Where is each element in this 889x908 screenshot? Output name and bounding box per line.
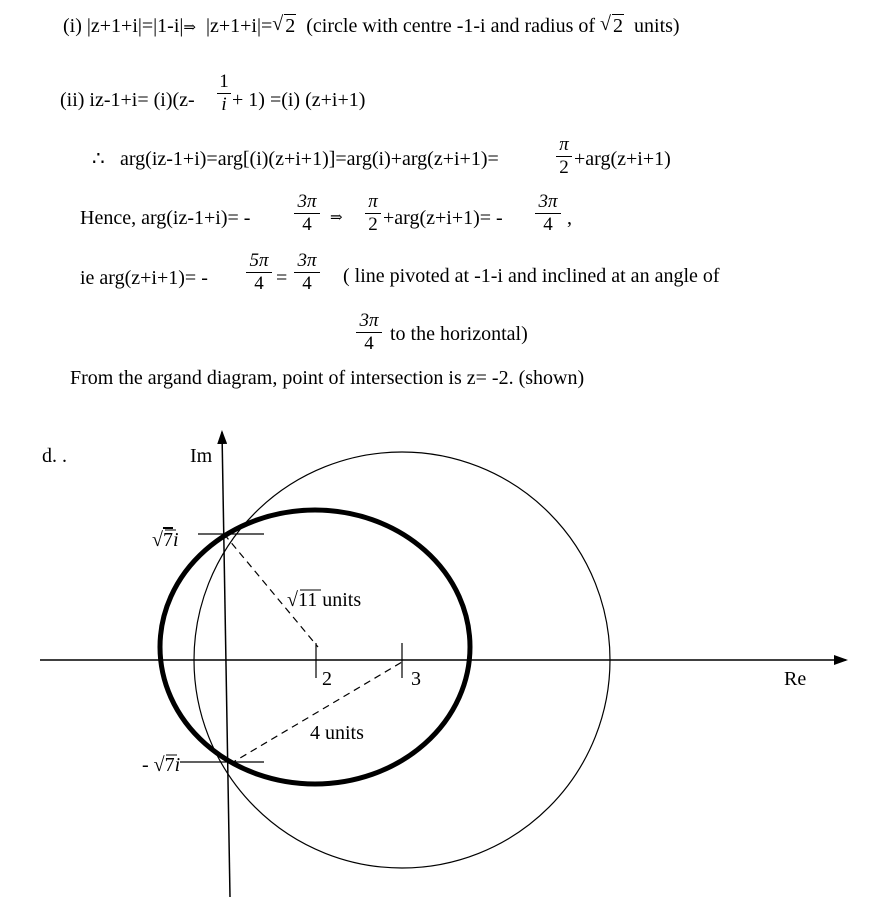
part-ii-line4-b: ( line pivoted at -1-i and inclined at an angle of — [343, 265, 720, 287]
part-i-prefix: (i) |z+1+i|=|1-i| — [63, 15, 184, 37]
therefore-symbol: ∴ — [92, 148, 105, 170]
label-4-units: 4 units — [310, 722, 364, 744]
part-ii-line2-b: +arg(z+i+1) — [574, 148, 671, 170]
tick-3-label: 3 — [411, 668, 421, 690]
part-i-middle: |z+1+i|= — [205, 15, 273, 37]
part-ii-line2-frac: π 2 — [556, 135, 572, 178]
part-ii-line1-a: (ii) iz-1+i= (i)(z- — [60, 89, 195, 111]
axis-im-label: Im — [190, 445, 213, 467]
implies-symbol: ⇒ — [183, 20, 196, 36]
part-i-text-b: units) — [634, 15, 680, 37]
part-ii-line3-frac3: 3π 4 — [535, 192, 561, 235]
part-ii-line1-b: + 1) =(i) (z+i+1) — [232, 89, 366, 111]
conclusion-text: From the argand diagram, point of intersection is z= -2. (shown) — [70, 367, 585, 389]
part-ii-line3-frac1: 3π 4 — [294, 192, 320, 235]
imaginary-axis — [222, 432, 230, 897]
sqrt-2: √ 2 — [272, 13, 296, 37]
part-d-label: d. . — [42, 445, 67, 467]
part-i-text-a: (circle with centre -1-i and radius of — [306, 15, 596, 37]
part-ii-line4-frac2: 3π 4 — [294, 251, 320, 294]
tick-2-label: 2 — [322, 668, 332, 690]
part-ii-line5-b: to the horizontal) — [390, 323, 528, 345]
part-ii-line2-a: arg(iz-1+i)=arg[(i)(z+i+1)]=arg(i)+arg(z+i+1)= — [120, 148, 499, 170]
label-sqrt11-units: √11 units — [287, 589, 362, 611]
part-ii-line5-frac: 3π 4 — [356, 311, 382, 354]
sqrt-2-radius: √ 2 — [600, 13, 624, 37]
part-ii-line4-eq: = — [276, 267, 288, 289]
label-sqrt7i-top: √7i — [152, 529, 179, 551]
implies-symbol: ⇒ — [330, 210, 343, 226]
axis-re-label: Re — [784, 668, 807, 690]
part-ii-line1-frac: 1 i — [217, 72, 231, 115]
part-ii-line3-b: +arg(z+i+1)= - — [383, 207, 503, 229]
part-ii-line3-a: Hence, arg(iz-1+i)= - — [80, 207, 251, 229]
part-ii-line3-c: , — [567, 207, 572, 229]
label-sqrt7i-bottom: - √7i — [142, 754, 181, 776]
part-ii-line4-a: ie arg(z+i+1)= - — [80, 267, 208, 289]
part-ii-line3-frac2: π 2 — [365, 192, 381, 235]
part-ii-line4-frac1: 5π 4 — [246, 251, 272, 294]
